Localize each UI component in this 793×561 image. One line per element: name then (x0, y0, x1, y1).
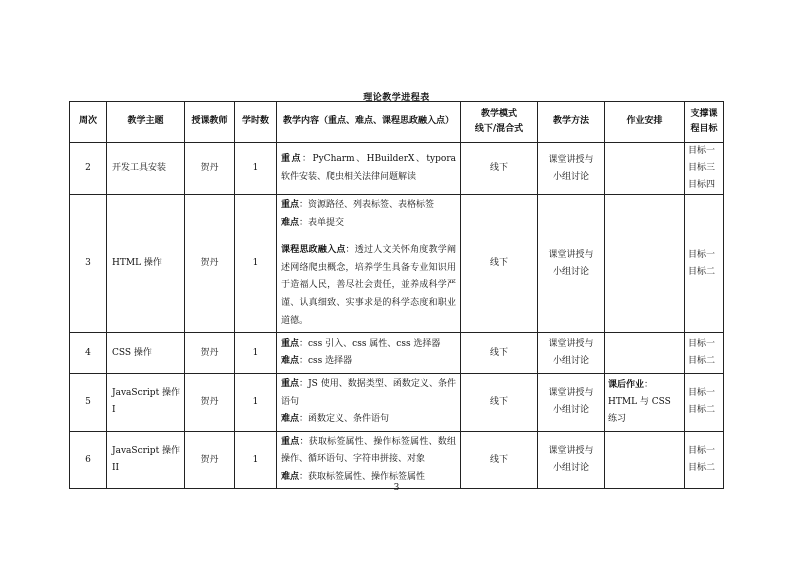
cell-hours: 1 (235, 195, 277, 333)
cell-homework (605, 431, 685, 489)
header-goal: 支撑课 程目标 (685, 102, 724, 143)
cell-homework (605, 195, 685, 333)
cell-goals: 目标一 目标二 (685, 333, 724, 374)
header-hours: 学时数 (235, 102, 277, 143)
cell-teacher: 贺丹 (185, 431, 235, 489)
cell-content: 重点：css 引入、css 属性、css 选择器 难点：css 选择器 (277, 333, 461, 374)
cell-method: 课堂讲授与 小组讨论 (538, 374, 605, 432)
cell-mode: 线下 (461, 431, 538, 489)
cell-week: 3 (70, 195, 107, 333)
header-teacher: 授课教师 (185, 102, 235, 143)
cell-mode: 线下 (461, 374, 538, 432)
cell-week: 5 (70, 374, 107, 432)
cell-topic: HTML 操作 (107, 195, 185, 333)
cell-goals: 目标一 目标二 (685, 374, 724, 432)
cell-hours: 1 (235, 431, 277, 489)
cell-goals: 目标一 目标二 (685, 195, 724, 333)
header-topic: 教学主题 (107, 102, 185, 143)
cell-mode: 线下 (461, 333, 538, 374)
cell-mode: 线下 (461, 195, 538, 333)
cell-method: 课堂讲授与 小组讨论 (538, 195, 605, 333)
cell-goals: 目标一 目标二 (685, 431, 724, 489)
cell-homework (605, 333, 685, 374)
header-homework: 作业安排 (605, 102, 685, 143)
cell-teacher: 贺丹 (185, 333, 235, 374)
header-row (70, 102, 724, 143)
cell-content: 重点：资源路径、列表标签、表格标签 难点：表单提交 课程思政融入点：透过人文关怀角度教学阐述网络爬虫概念，培养学生具备专业知识用于造福人民，善尽社会责任，並养成科学严谨、认真细致、实事求是的科学态度和职业道德。 (277, 195, 461, 333)
cell-hours: 1 (235, 374, 277, 432)
cell-week: 6 (70, 431, 107, 489)
cell-topic: CSS 操作 (107, 333, 185, 374)
cell-method: 课堂讲授与 小组讨论 (538, 431, 605, 489)
page-number: 3 (393, 483, 400, 493)
cell-week: 2 (70, 143, 107, 195)
cell-method: 课堂讲授与 小组讨论 (538, 143, 605, 195)
cell-method: 课堂讲授与 小组讨论 (538, 333, 605, 374)
cell-teacher: 贺丹 (185, 195, 235, 333)
table-row (70, 143, 724, 195)
cell-hours: 1 (235, 143, 277, 195)
cell-topic: 开发工具安装 (107, 143, 185, 195)
schedule-table (69, 101, 724, 489)
cell-content: 重点：获取标签属性、操作标签属性、数组操作、循环语句、字符串拼接、对象 难点：获取标签属性、操作标签属性 (277, 431, 461, 489)
table-row (70, 431, 724, 489)
cell-teacher: 贺丹 (185, 374, 235, 432)
cell-content: 重点：JS 使用、数据类型、函数定义、条件语句 难点：函数定义、条件语句 (277, 374, 461, 432)
cell-homework (605, 143, 685, 195)
table-title: 理论教学进程表 (363, 93, 430, 103)
header-mode: 教学模式 线下/混合式 (461, 102, 538, 143)
table-row (70, 333, 724, 374)
cell-hours: 1 (235, 333, 277, 374)
cell-homework: 课后作业：HTML 与 CSS 练习 (605, 374, 685, 432)
cell-topic: JavaScript 操作 I (107, 374, 185, 432)
cell-content: 重点：PyCharm、HBuilderX、typora 软件安装、爬虫相关法律问题解读 (277, 143, 461, 195)
cell-topic: JavaScript 操作 II (107, 431, 185, 489)
cell-week: 4 (70, 333, 107, 374)
cell-teacher: 贺丹 (185, 143, 235, 195)
header-method: 教学方法 (538, 102, 605, 143)
header-content: 教学内容（重点、难点、课程思政融入点） (277, 102, 461, 143)
table-row (70, 374, 724, 432)
cell-mode: 线下 (461, 143, 538, 195)
cell-goals: 目标一 目标三 目标四 (685, 143, 724, 195)
header-week: 周次 (70, 102, 107, 143)
table-row (70, 195, 724, 333)
